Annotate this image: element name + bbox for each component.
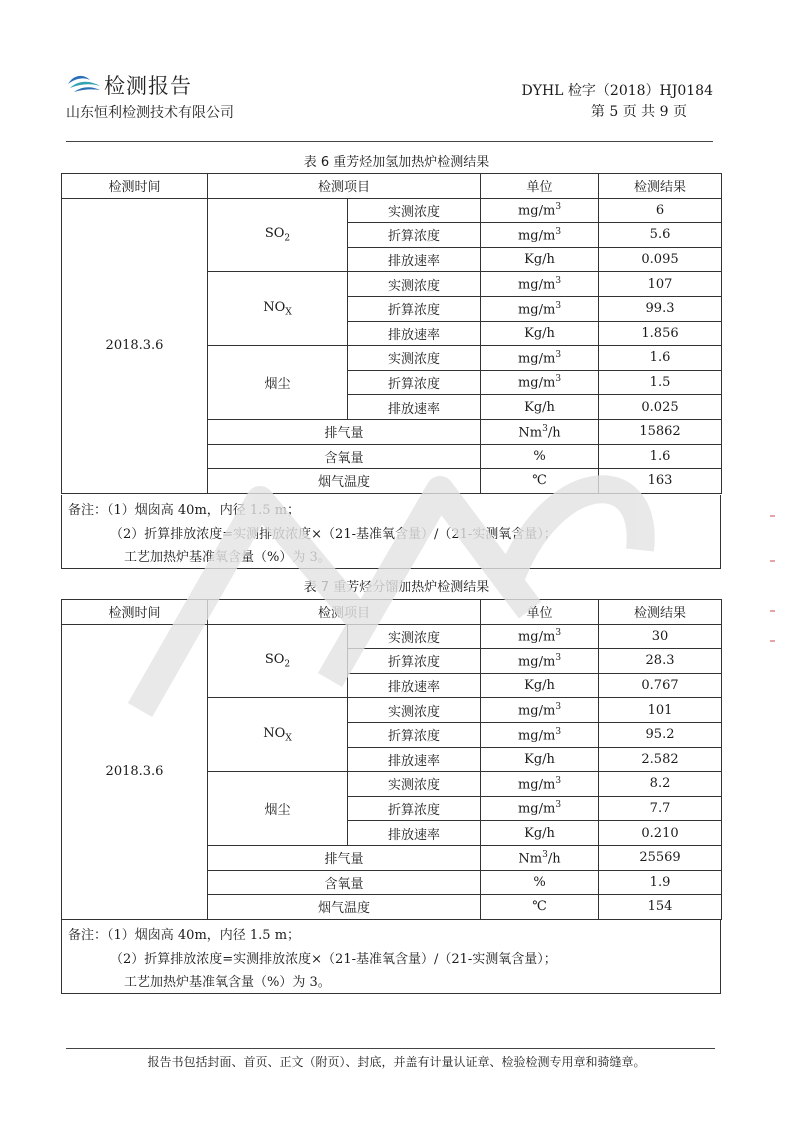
- result-value: 1.5: [599, 370, 722, 395]
- unit: %: [533, 448, 546, 464]
- unit: Kg/h: [524, 825, 555, 841]
- pollutant-label: 烟尘: [264, 377, 291, 393]
- unit-cell: [481, 895, 599, 920]
- unit-superscript: 3: [555, 652, 562, 663]
- unit-cell: [481, 321, 599, 346]
- unit-superscript: 3: [555, 300, 562, 311]
- result-value: 1.9: [599, 870, 722, 895]
- header-unit: 单位: [481, 600, 599, 625]
- result-value: 5.6: [599, 223, 722, 248]
- measure-item: 折算浓度: [348, 223, 481, 248]
- test-date: 2018.3.6: [62, 624, 208, 919]
- table6-note-3: 工艺加热炉基准氧含量（%）为 3。: [124, 550, 331, 565]
- measure-item: 实测浓度: [348, 198, 481, 223]
- measure-item: 排放速率: [348, 673, 481, 698]
- edge-mark: [770, 515, 775, 517]
- pollutant-label: SO: [264, 652, 285, 668]
- unit-superscript: 3: [555, 276, 562, 286]
- measure-item: 实测浓度: [348, 772, 481, 797]
- table6-note-1: 备注：（1）烟囱高 40m，内径 1.5 m；: [68, 503, 301, 518]
- result-value: 0.210: [599, 821, 722, 846]
- unit-cell: [481, 624, 599, 649]
- header-item: 检测项目: [208, 600, 481, 625]
- unit-cell: [481, 698, 599, 723]
- measure-item: 含氧量: [208, 444, 481, 469]
- result-value: 7.7: [599, 796, 722, 821]
- result-value: 154: [599, 895, 722, 920]
- footer-divider: [66, 1048, 715, 1049]
- result-value: 1.6: [599, 346, 722, 371]
- unit: mg/m: [517, 228, 556, 244]
- pollutant-subscript: X: [285, 733, 292, 744]
- result-value: 30: [599, 624, 722, 649]
- header-divider: [66, 141, 713, 142]
- pollutant-subscript: 2: [284, 659, 291, 670]
- result-value: 8.2: [599, 772, 722, 797]
- measure-item: 含氧量: [208, 870, 481, 895]
- result-value: 6: [599, 198, 722, 223]
- pollutant-subscript: 2: [284, 233, 291, 244]
- table6-caption: 表 6 重芳烃加氢加热炉检测结果: [303, 155, 490, 170]
- pollutant-subscript: X: [285, 307, 292, 318]
- table7-note-1: 备注：（1）烟囱高 40m，内径 1.5 m；: [68, 928, 301, 943]
- measure-item: 折算浓度: [348, 370, 481, 395]
- unit-cell: [481, 469, 599, 494]
- table7-note-3: 工艺加热炉基准氧含量（%）为 3。: [124, 975, 331, 990]
- unit-cell: [481, 198, 599, 223]
- unit-cell: [481, 346, 599, 371]
- unit: mg/m: [517, 351, 556, 367]
- page-info: 第 5 页 共 9 页: [590, 104, 687, 120]
- result-value: 99.3: [599, 296, 722, 321]
- unit-superscript: 3: [555, 800, 562, 811]
- pollutant-label: SO: [264, 226, 285, 242]
- result-value: 2.582: [599, 747, 722, 772]
- unit-tail: /h: [547, 424, 561, 440]
- unit-tail: /h: [547, 850, 561, 866]
- unit-cell: [481, 747, 599, 772]
- unit-superscript: 3: [555, 775, 562, 786]
- unit: mg/m: [517, 277, 556, 293]
- pollutant-label: NO: [263, 725, 286, 741]
- unit-superscript: 3: [555, 374, 562, 385]
- unit: mg/m: [517, 703, 556, 719]
- measure-item: 烟气温度: [208, 469, 481, 494]
- measure-item: 折算浓度: [348, 649, 481, 674]
- pollutant-name: [208, 346, 348, 420]
- measure-item: 排放速率: [348, 821, 481, 846]
- result-value: 0.025: [599, 395, 722, 420]
- measure-item: 实测浓度: [348, 698, 481, 723]
- report-number: DYHL 检字（2018）HJ0184: [521, 83, 713, 99]
- unit: ℃: [532, 473, 547, 489]
- table6: [61, 173, 722, 494]
- unit-cell: [481, 419, 599, 444]
- unit-cell: [481, 649, 599, 674]
- unit-cell: [481, 821, 599, 846]
- unit: mg/m: [517, 375, 556, 391]
- unit-cell: [481, 223, 599, 248]
- table7: [61, 599, 722, 920]
- measure-item: 排气量: [208, 419, 481, 444]
- unit: %: [533, 874, 546, 890]
- unit-cell: [481, 296, 599, 321]
- table-row: [62, 624, 722, 649]
- unit-cell: [481, 845, 599, 870]
- result-value: 28.3: [599, 649, 722, 674]
- pollutant-label: NO: [263, 299, 286, 315]
- table7-caption: 表 7 重芳烃分馏加热炉检测结果: [303, 580, 490, 595]
- pollutant-name: [208, 772, 348, 846]
- footer-note: 报告书包括封面、首页、正文（附页）、封底，并盖有计量认证章、检验检测专用章和骑缝章。: [147, 1055, 646, 1069]
- unit: Nm: [518, 424, 543, 440]
- unit: mg/m: [517, 654, 556, 670]
- table6-notes: [61, 495, 721, 569]
- pollutant-name: [208, 624, 348, 698]
- measure-item: 烟气温度: [208, 895, 481, 920]
- result-value: 15862: [599, 419, 722, 444]
- report-title: 检测报告: [104, 74, 192, 98]
- unit: Kg/h: [524, 399, 555, 415]
- unit: Kg/h: [524, 325, 555, 341]
- measure-item: 折算浓度: [348, 296, 481, 321]
- unit-cell: [481, 722, 599, 747]
- unit: mg/m: [517, 727, 556, 743]
- measure-item: 排气量: [208, 845, 481, 870]
- header-unit: 单位: [481, 174, 599, 199]
- unit-cell: [481, 395, 599, 420]
- table6-note-2: （2）折算排放浓度=实测排放浓度×（21-基准氧含量）/（21-实测氧含量）；: [110, 527, 557, 542]
- table7-note-2: （2）折算排放浓度=实测排放浓度×（21-基准氧含量）/（21-实测氧含量）；: [110, 952, 557, 967]
- unit-superscript: 3: [542, 423, 548, 434]
- measure-item: 排放速率: [348, 247, 481, 272]
- unit: mg/m: [517, 777, 556, 793]
- unit-superscript: 3: [555, 726, 562, 737]
- unit: Kg/h: [524, 252, 555, 268]
- measure-item: 排放速率: [348, 747, 481, 772]
- result-value: 1.856: [599, 321, 722, 346]
- unit-cell: [481, 272, 599, 297]
- unit: ℃: [532, 899, 547, 915]
- unit-cell: [481, 247, 599, 272]
- unit: mg/m: [517, 301, 556, 317]
- unit-cell: [481, 673, 599, 698]
- unit-superscript: 3: [555, 202, 562, 213]
- unit: mg/m: [517, 203, 556, 219]
- unit-cell: [481, 772, 599, 797]
- edge-mark: [770, 640, 775, 642]
- company-name: 山东恒利检测技术有限公司: [66, 105, 234, 121]
- unit: Nm: [518, 850, 543, 866]
- header-time: 检测时间: [62, 174, 208, 199]
- measure-item: 折算浓度: [348, 796, 481, 821]
- table-header-row: [62, 174, 722, 199]
- edge-mark: [770, 560, 775, 562]
- result-value: 163: [599, 469, 722, 494]
- result-value: 25569: [599, 845, 722, 870]
- measure-item: 折算浓度: [348, 722, 481, 747]
- pollutant-name: [208, 698, 348, 772]
- unit: Kg/h: [524, 678, 555, 694]
- header-time: 检测时间: [62, 600, 208, 625]
- pollutant-name: [208, 272, 348, 346]
- unit-cell: [481, 370, 599, 395]
- result-value: 1.6: [599, 444, 722, 469]
- unit-superscript: 3: [555, 226, 562, 237]
- unit-cell: [481, 444, 599, 469]
- test-date: 2018.3.6: [62, 198, 208, 493]
- company-logo-icon: [66, 70, 102, 96]
- pollutant-label: 烟尘: [264, 803, 291, 819]
- measure-item: 排放速率: [348, 321, 481, 346]
- header-result: 检测结果: [599, 600, 722, 625]
- result-value: 0.767: [599, 673, 722, 698]
- unit-cell: [481, 870, 599, 895]
- measure-item: 实测浓度: [348, 272, 481, 297]
- header-item: 检测项目: [208, 174, 481, 199]
- unit-cell: [481, 796, 599, 821]
- measure-item: 排放速率: [348, 395, 481, 420]
- result-value: 0.095: [599, 247, 722, 272]
- table7-notes: [61, 920, 721, 994]
- unit-superscript: 3: [542, 849, 548, 860]
- unit-superscript: 3: [555, 349, 562, 360]
- unit: Kg/h: [524, 751, 555, 767]
- header-result: 检测结果: [599, 174, 722, 199]
- unit: mg/m: [517, 629, 556, 645]
- table-row: [62, 198, 722, 223]
- result-value: 107: [599, 272, 722, 297]
- result-value: 95.2: [599, 722, 722, 747]
- measure-item: 实测浓度: [348, 624, 481, 649]
- measure-item: 实测浓度: [348, 346, 481, 371]
- result-value: 101: [599, 698, 722, 723]
- unit-superscript: 3: [555, 702, 562, 712]
- unit-superscript: 3: [555, 628, 562, 639]
- pollutant-name: [208, 198, 348, 272]
- unit: mg/m: [517, 801, 556, 817]
- edge-mark: [770, 610, 775, 612]
- table-header-row: [62, 600, 722, 625]
